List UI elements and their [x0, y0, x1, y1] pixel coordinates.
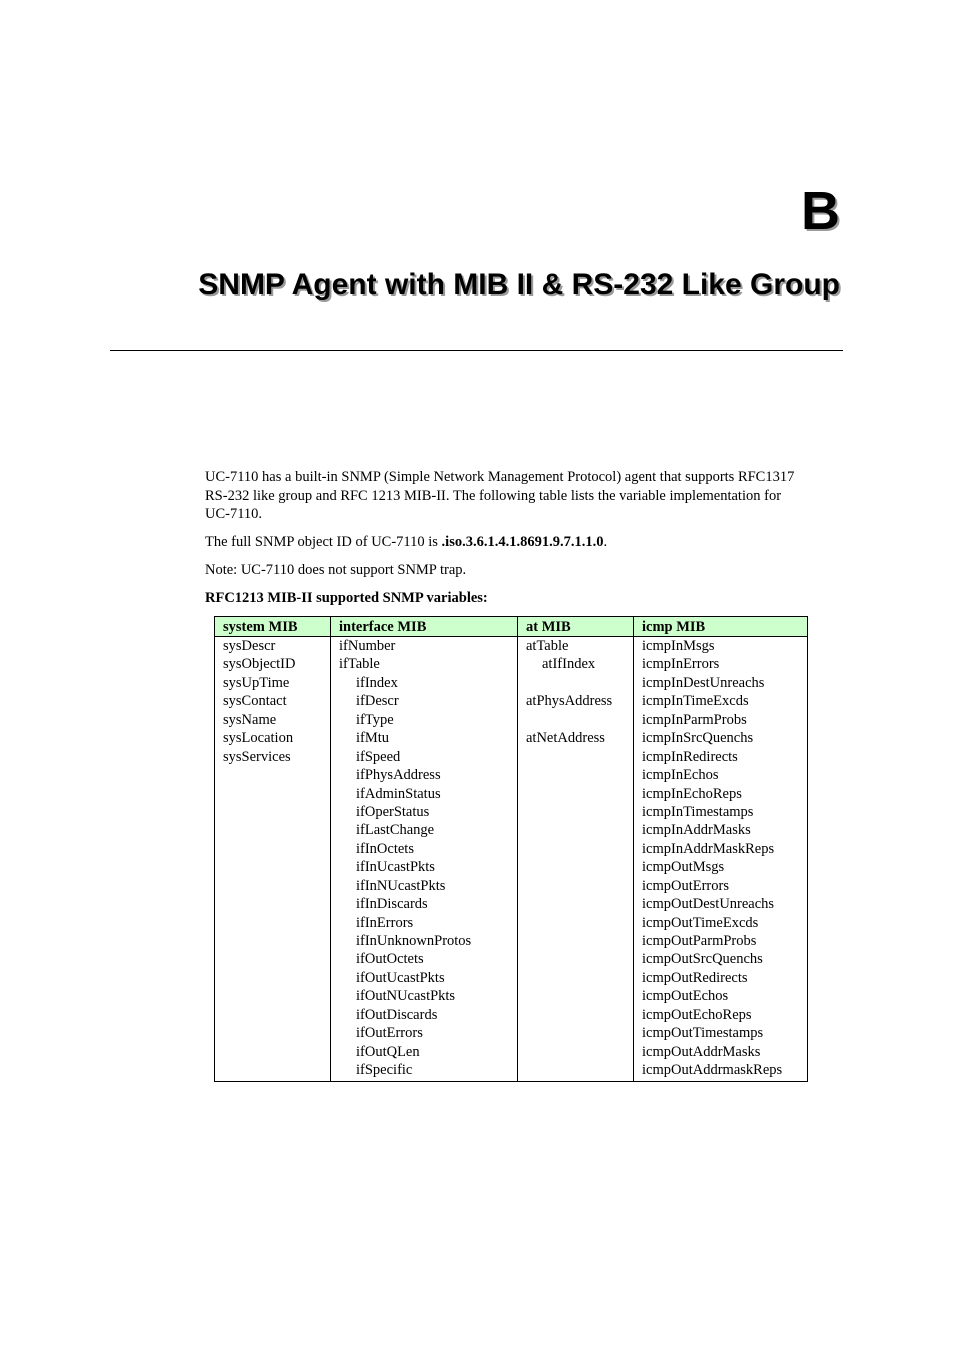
- table-body-row: [215, 637, 808, 1082]
- list-item: icmpOutTimestamps: [642, 1025, 764, 1042]
- title-rule: [110, 350, 843, 351]
- list-item: icmpInRedirects: [642, 748, 738, 765]
- icmp-mib-cell: [634, 637, 808, 1082]
- list-item: icmpOutAddrmaskReps: [642, 1062, 783, 1079]
- at-mib-cell: [518, 637, 634, 1082]
- list-item: icmpInAddrMasks: [642, 822, 751, 839]
- chapter-letter: B: [801, 181, 840, 241]
- list-item: ifInErrors: [356, 914, 414, 931]
- list-item: sysServices: [223, 748, 291, 765]
- list-item: icmpInTimestamps: [642, 803, 754, 820]
- list-item: ifInOctets: [356, 840, 414, 857]
- list-item: [526, 674, 633, 692]
- list-item: ifOperStatus: [356, 803, 430, 820]
- oid-prefix: The full SNMP object ID of UC-7110 is: [205, 534, 442, 550]
- list-item: icmpOutEchos: [642, 988, 729, 1005]
- list-item: ifOutOctets: [356, 951, 424, 968]
- interface-mib-cell: [331, 637, 518, 1082]
- list-item: icmpInEchoReps: [642, 785, 742, 802]
- list-item: icmpInErrors: [642, 656, 720, 673]
- list-item: ifLastChange: [356, 822, 435, 839]
- list-item: sysName: [223, 711, 277, 728]
- list-item: ifOutUcastPkts: [356, 969, 445, 986]
- list-item: ifMtu: [356, 730, 390, 747]
- list-item: icmpOutErrors: [642, 877, 729, 894]
- list-item: sysObjectID: [223, 656, 296, 673]
- list-item: ifType: [356, 711, 394, 728]
- list-item: atTable: [526, 638, 569, 654]
- oid-suffix: .: [603, 534, 608, 550]
- list-item: ifInUnknownProtos: [356, 933, 472, 949]
- list-item: atNetAddress: [526, 730, 605, 747]
- mib-table: [214, 616, 808, 1082]
- list-item: icmpOutDestUnreachs: [642, 896, 775, 913]
- table-header-row: [215, 617, 808, 637]
- list-item: [526, 711, 633, 729]
- list-item: atIfIndex: [542, 656, 596, 673]
- list-item: icmpOutRedirects: [642, 969, 748, 986]
- list-item: ifInUcastPkts: [356, 859, 435, 876]
- list-item: icmpOutParmProbs: [642, 933, 757, 949]
- list-item: icmpInTimeExcds: [642, 693, 749, 710]
- list-item: sysUpTime: [223, 674, 290, 691]
- list-item: icmpOutTimeExcds: [642, 914, 759, 931]
- list-item: icmpInSrcQuenchs: [642, 730, 754, 747]
- list-item: ifInNUcastPkts: [356, 877, 446, 894]
- list-item: icmpOutEchoReps: [642, 1006, 752, 1023]
- oid-value: .iso.3.6.1.4.1.8691.9.7.1.1.0: [441, 534, 604, 550]
- list-item: sysLocation: [223, 730, 294, 747]
- chapter-title: SNMP Agent with MIB II & RS-232 Like Group: [198, 268, 840, 301]
- list-item: sysContact: [223, 693, 287, 710]
- list-item: ifOutQLen: [356, 1043, 420, 1060]
- list-item: ifNumber: [339, 638, 396, 654]
- list-item: icmpInDestUnreachs: [642, 674, 765, 691]
- list-item: icmpInEchos: [642, 767, 719, 784]
- table-caption: RFC1213 MIB-II supported SNMP variables:: [205, 590, 488, 606]
- list-item: ifPhysAddress: [356, 767, 441, 784]
- note-paragraph: Note: UC-7110 does not support SNMP trap.: [205, 562, 467, 578]
- list-item: sysDescr: [223, 638, 276, 654]
- oid-paragraph: [205, 533, 805, 552]
- header-at-mib: at MIB: [518, 617, 634, 637]
- intro-paragraph: UC-7110 has a built-in SNMP (Simple Network Management Protocol) agent that supports RFC1317 RS-232 like group and RFC 1213 MIB-II. The following table lists the variable implementation for UC-7110.: [205, 469, 795, 522]
- list-item: ifOutDiscards: [356, 1006, 438, 1023]
- list-item: ifAdminStatus: [356, 785, 441, 802]
- list-item: icmpOutMsgs: [642, 859, 725, 876]
- list-item: atPhysAddress: [526, 693, 613, 710]
- list-item: icmpInMsgs: [642, 638, 715, 654]
- list-item: ifSpecific: [356, 1062, 413, 1079]
- header-system-mib: system MIB: [215, 617, 331, 637]
- list-item: icmpOutSrcQuenchs: [642, 951, 763, 968]
- list-item: ifDescr: [356, 693, 399, 710]
- list-item: icmpInAddrMaskReps: [642, 840, 775, 857]
- list-item: ifSpeed: [356, 748, 401, 765]
- list-item: icmpInParmProbs: [642, 711, 747, 728]
- list-item: ifIndex: [356, 674, 398, 691]
- list-item: ifTable: [339, 656, 380, 673]
- header-interface-mib: interface MIB: [331, 617, 518, 637]
- list-item: ifOutErrors: [356, 1025, 423, 1042]
- list-item: icmpOutAddrMasks: [642, 1043, 761, 1060]
- header-icmp-mib: icmp MIB: [634, 617, 808, 637]
- list-item: ifInDiscards: [356, 896, 428, 913]
- list-item: ifOutNUcastPkts: [356, 988, 456, 1005]
- system-mib-cell: [215, 637, 331, 1082]
